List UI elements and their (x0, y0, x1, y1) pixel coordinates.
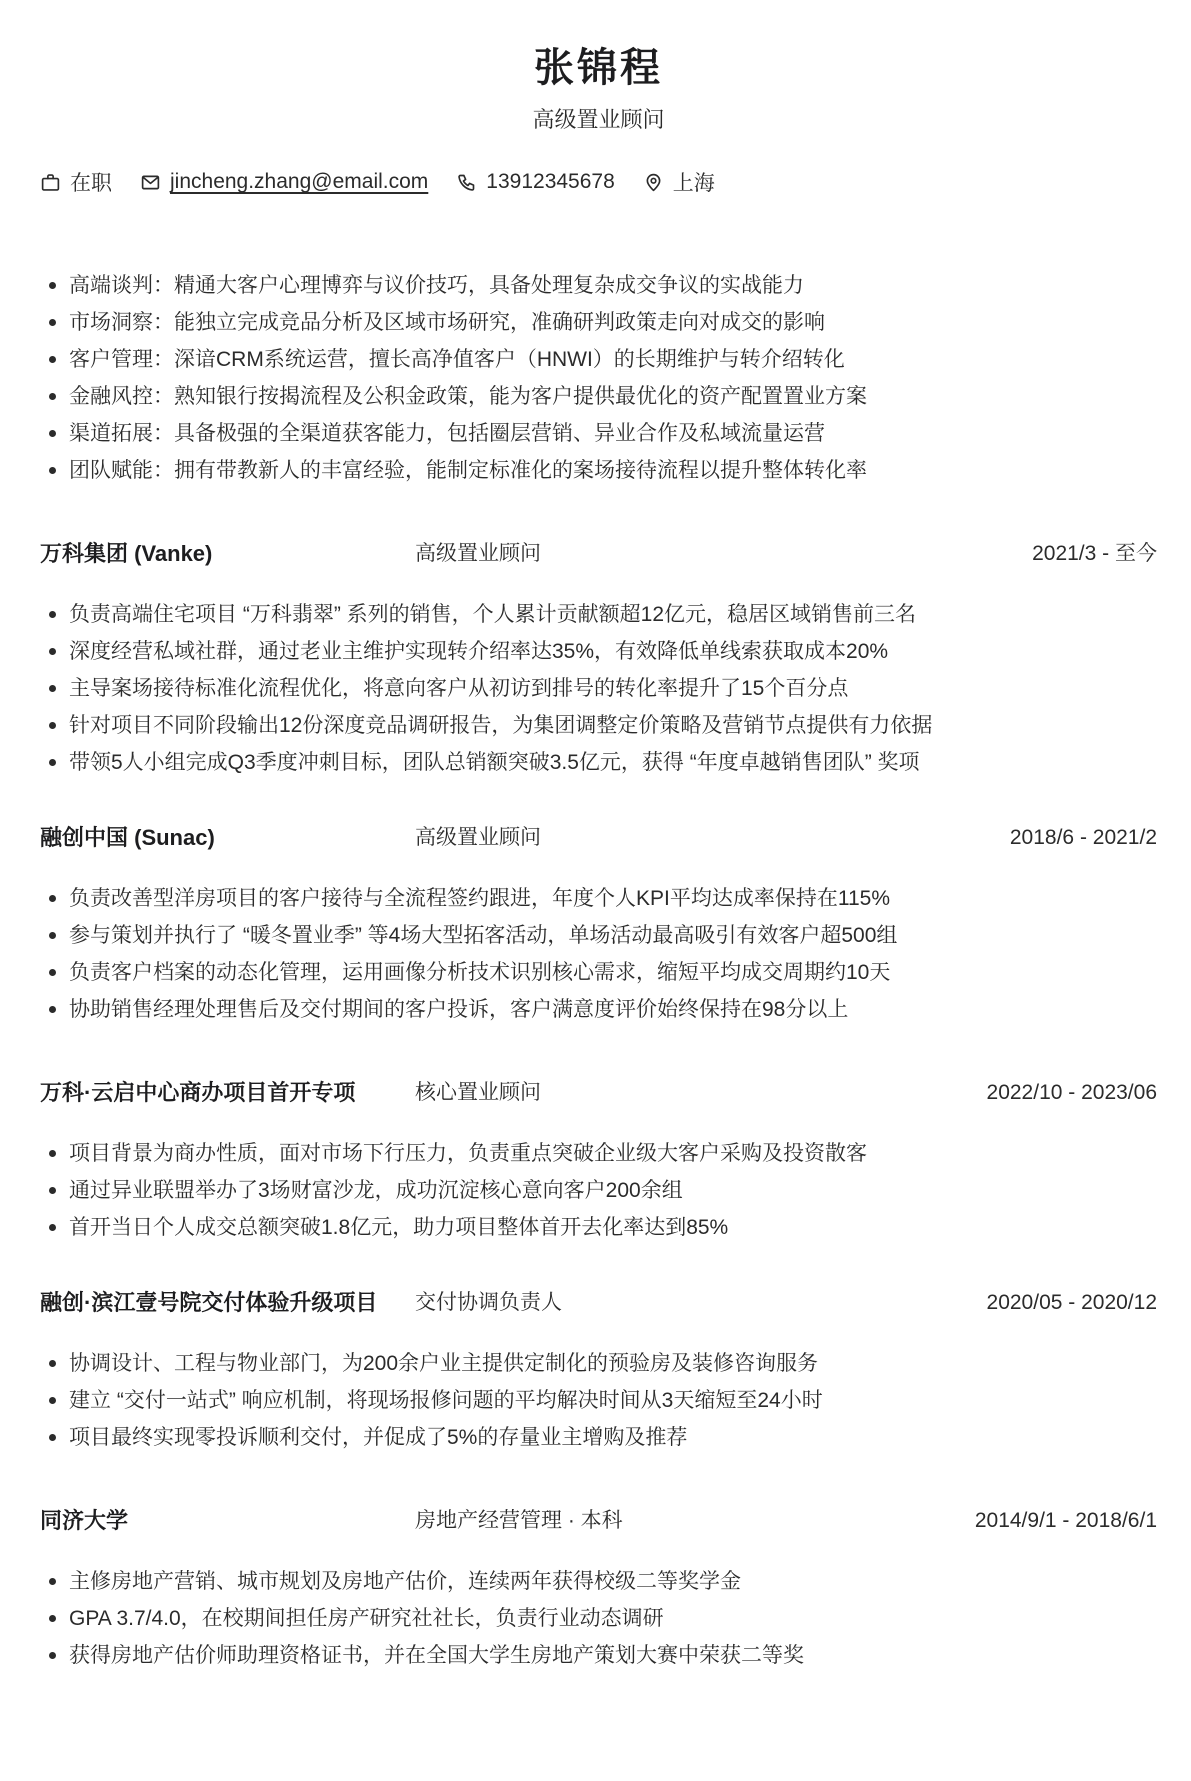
bullet-item: 首开当日个人成交总额突破1.8亿元，助力项目整体首开去化率达到85% (40, 1209, 1157, 1246)
employment-status-label: 在职 (70, 172, 112, 195)
location-pin-icon (643, 172, 664, 193)
briefcase-icon (40, 172, 61, 193)
bullet-item: 协助销售经理处理售后及交付期间的客户投诉，客户满意度评价始终保持在98分以上 (40, 991, 1157, 1028)
bullet-item: 参与策划并执行了 “暖冬置业季” 等4场大型拓客活动，单场活动最高吸引有效客户超500组 (40, 917, 1157, 954)
phone-icon (456, 172, 477, 193)
skill-item: 渠道拓展：具备极强的全渠道获客能力，包括圈层营销、异业合作及私域流量运营 (40, 415, 1157, 452)
resume-header (40, 44, 1157, 197)
experience-section (40, 537, 1157, 1028)
experience-entry (40, 821, 1157, 1028)
bullet-item: 建立 “交付一站式” 响应机制，将现场报修问题的平均解决时间从3天缩短至24小时 (40, 1382, 1157, 1419)
project-role: 交付协调负责人 (415, 1291, 562, 1314)
project-entry (40, 1286, 1157, 1456)
bullet-item: 针对项目不同阶段输出12份深度竞品调研报告，为集团调整定价策略及营销节点提供有力依据 (40, 707, 1157, 744)
location-label: 上海 (672, 172, 715, 195)
bullet-item: 负责客户档案的动态化管理，运用画像分析技术识别核心需求，缩短平均成交周期约10天 (40, 954, 1157, 991)
project-entry-header (40, 1076, 1157, 1109)
bullet-item: 协调设计、工程与物业部门，为200余户业主提供定制化的预验房及装修咨询服务 (40, 1345, 1157, 1382)
bullet-item: 项目最终实现零投诉顺利交付，并促成了5%的存量业主增购及推荐 (40, 1419, 1157, 1456)
school-name: 同济大学 (40, 1508, 129, 1533)
company-name: 万科集团 (Vanke) (40, 541, 213, 566)
experience-bullet-list (40, 596, 1157, 781)
employment-status (40, 167, 112, 197)
project-name: 融创·滨江壹号院交付体验升级项目 (40, 1290, 378, 1315)
skill-item: 金融风控：熟知银行按揭流程及公积金政策，能为客户提供最优化的资产配置置业方案 (40, 378, 1157, 415)
skill-item: 客户管理：深谙CRM系统运营，擅长高净值客户（HNWI）的长期维护与转介绍转化 (40, 341, 1157, 378)
job-period: 2021/3 - 至今 (1032, 542, 1157, 565)
location-contact (643, 167, 715, 197)
candidate-name: 张锦程 (534, 46, 663, 90)
bullet-item: 带领5人小组完成Q3季度冲刺目标，团队总销额突破3.5亿元，获得 “年度卓越销售团队” 奖项 (40, 744, 1157, 781)
company-name: 融创中国 (Sunac) (40, 825, 215, 850)
bullet-item: 深度经营私域社群，通过老业主维护实现转介绍率达35%，有效降低单线索获取成本20% (40, 633, 1157, 670)
phone-number: 13912345678 (486, 170, 615, 193)
candidate-title: 高级置业顾问 (532, 107, 665, 132)
job-period: 2018/6 - 2021/2 (1009, 826, 1157, 849)
projects-section (40, 1076, 1157, 1456)
education-entry (40, 1504, 1157, 1674)
bullet-item: 主修房地产营销、城市规划及房地产估价，连续两年获得校级二等奖学金 (40, 1563, 1157, 1600)
project-entry (40, 1076, 1157, 1246)
bullet-item: 负责改善型洋房项目的客户接待与全流程签约跟进，年度个人KPI平均达成率保持在115% (40, 880, 1157, 917)
skills-summary-list (40, 267, 1157, 489)
project-bullet-list (40, 1135, 1157, 1246)
skill-item: 市场洞察：能独立完成竞品分析及区域市场研究，准确研判政策走向对成交的影响 (40, 304, 1157, 341)
bullet-item: 获得房地产估价师助理资格证书，并在全国大学生房地产策划大赛中荣获二等奖 (40, 1637, 1157, 1674)
education-period: 2014/9/1 - 2018/6/1 (974, 1509, 1157, 1532)
email-contact (140, 170, 428, 194)
education-entry-header (40, 1504, 1157, 1537)
bullet-item: 通过异业联盟举办了3场财富沙龙，成功沉淀核心意向客户200余组 (40, 1172, 1157, 1209)
phone-contact (456, 170, 614, 194)
experience-entry-header (40, 821, 1157, 854)
education-bullet-list (40, 1563, 1157, 1674)
project-name: 万科·云启中心商办项目首开专项 (40, 1080, 356, 1105)
mail-icon (140, 172, 161, 193)
job-role: 高级置业顾问 (415, 542, 541, 565)
bullet-item: 主导案场接待标准化流程优化，将意向客户从初访到排号的转化率提升了15个百分点 (40, 670, 1157, 707)
project-period: 2022/10 - 2023/06 (986, 1081, 1157, 1104)
experience-entry (40, 537, 1157, 781)
bullet-item: 负责高端住宅项目 “万科翡翠” 系列的销售，个人累计贡献额超12亿元，稳居区域销售前三名 (40, 596, 1157, 633)
experience-bullet-list (40, 880, 1157, 1028)
skill-item: 团队赋能：拥有带教新人的丰富经验，能制定标准化的案场接待流程以提升整体转化率 (40, 452, 1157, 489)
email-link[interactable]: jincheng.zhang@email.com (170, 170, 429, 193)
project-period: 2020/05 - 2020/12 (986, 1291, 1157, 1314)
project-entry-header (40, 1286, 1157, 1319)
project-role: 核心置业顾问 (415, 1081, 541, 1104)
job-role: 高级置业顾问 (415, 826, 541, 849)
contact-row (40, 167, 1157, 197)
experience-entry-header (40, 537, 1157, 570)
degree-name: 房地产经营管理 · 本科 (415, 1509, 623, 1532)
bullet-item: 项目背景为商办性质，面对市场下行压力，负责重点突破企业级大客户采购及投资散客 (40, 1135, 1157, 1172)
education-section (40, 1504, 1157, 1674)
project-bullet-list (40, 1345, 1157, 1456)
skill-item: 高端谈判：精通大客户心理博弈与议价技巧，具备处理复杂成交争议的实战能力 (40, 267, 1157, 304)
bullet-item: GPA 3.7/4.0，在校期间担任房产研究社社长，负责行业动态调研 (40, 1600, 1157, 1637)
